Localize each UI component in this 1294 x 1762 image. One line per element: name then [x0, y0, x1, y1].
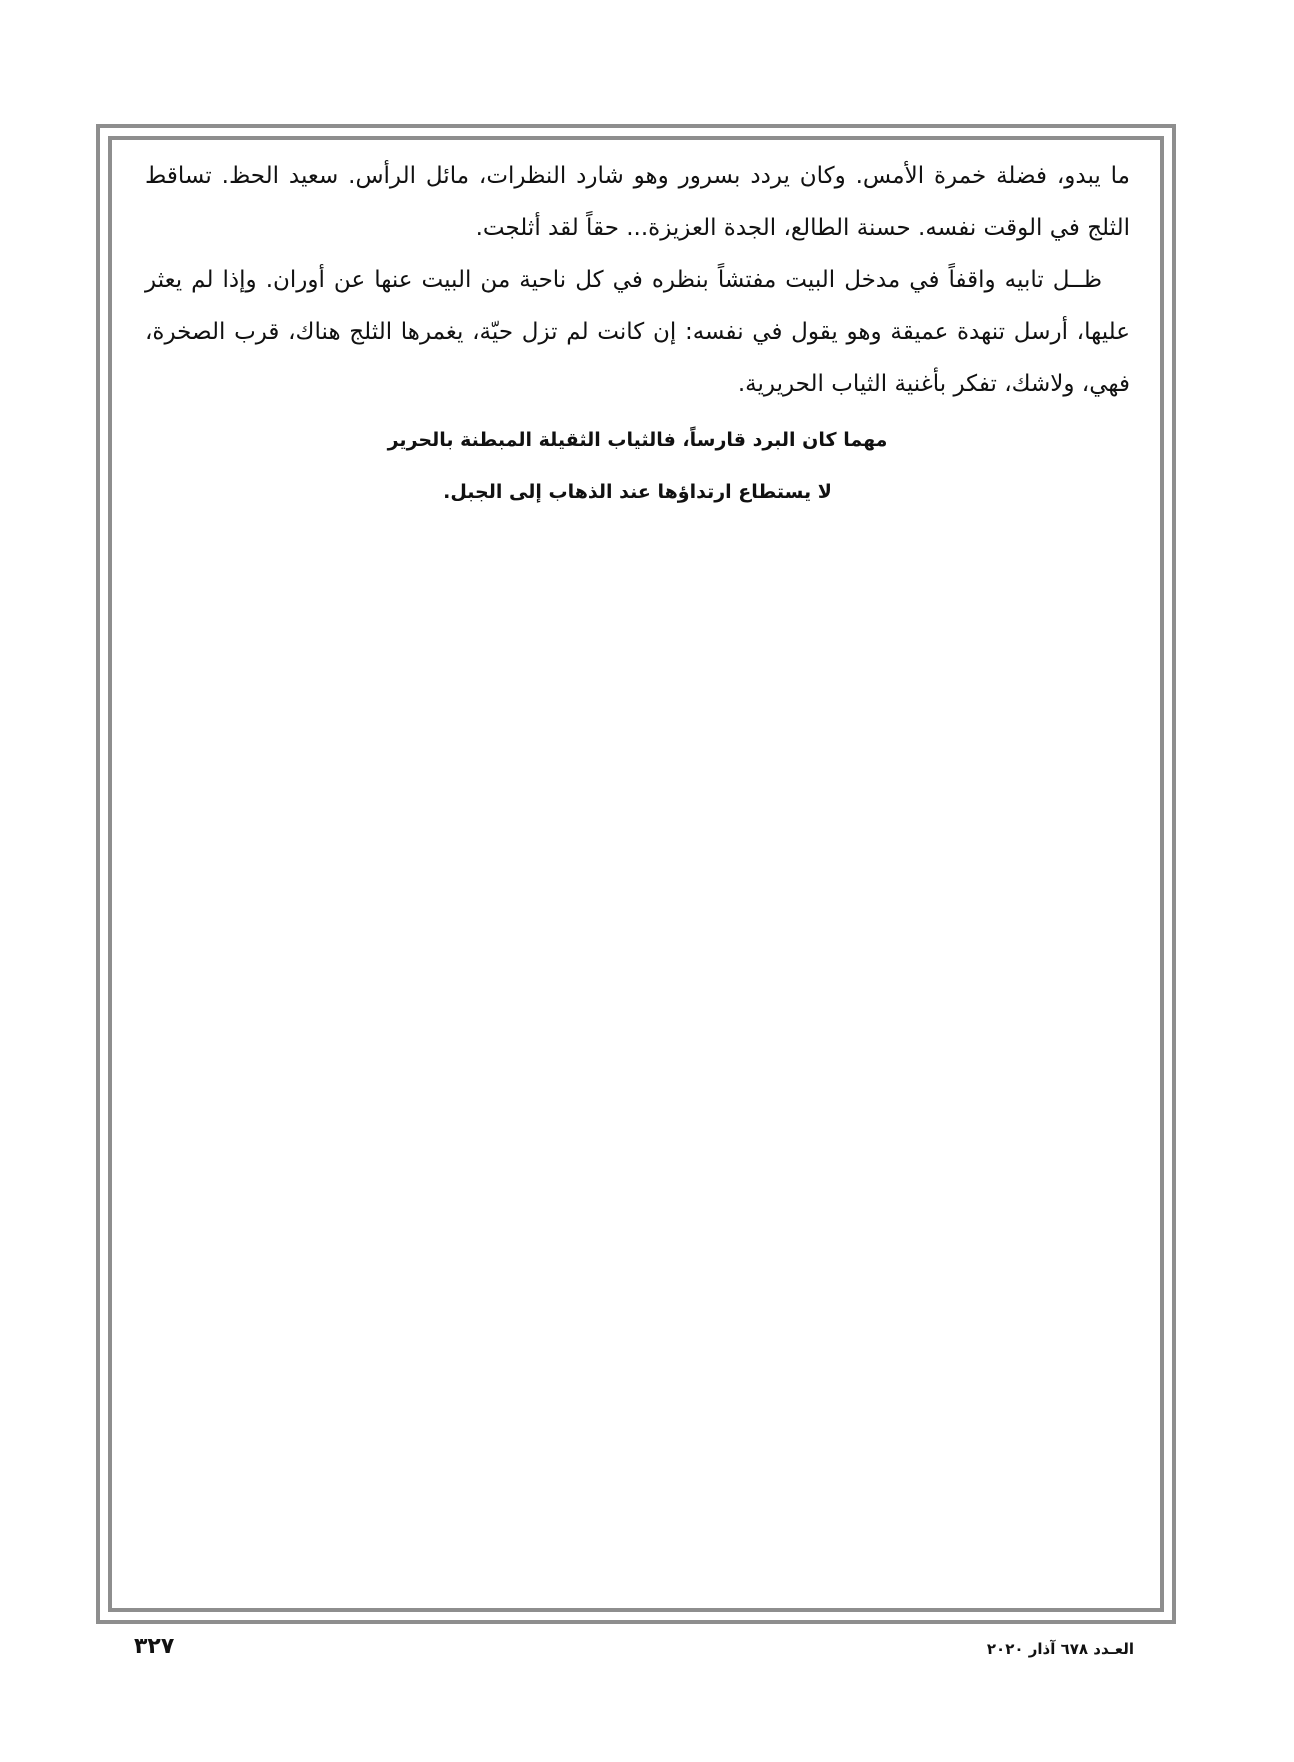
article-body [145, 150, 1130, 518]
verse-line-1: مهما كان البرد قارساً، فالثياب الثقيلة المبطنة بالحرير [387, 429, 888, 451]
paragraph-2: ظــل تابيه واقفاً في مدخل البيت مفتشاً بنظره في كل ناحية من البيت عنها عن أوران. وإذا لم يعثر عليها، أرسل تنهدة عميقة وهو يقول في نفسه: إن كانت لم تزل حيّة، يغمرها الثلج هناك، قرب الصخرة، فهي، ولاشك، تفكر بأغنية الثياب الحريرية. [145, 267, 1130, 397]
footer-page-number: ٣٢٧ [134, 1634, 175, 1659]
footer-issue-info: العـدد ٦٧٨ آذار ٢٠٢٠ [986, 1640, 1134, 1658]
paragraph-1: ما يبدو، فضلة خمرة الأمس. وكان يردد بسرور وهو شارد النظرات، مائل الرأس. سعيد الحظ. تساقط الثلج في الوقت نفسه. حسنة الطالع، الجدة العزيزة... حقاً لقد أثلجت. [145, 163, 1130, 241]
verse-block [145, 414, 1130, 518]
verse-line-2: لا يستطاع ارتداؤها عند الذهاب إلى الجبل. [443, 481, 832, 503]
